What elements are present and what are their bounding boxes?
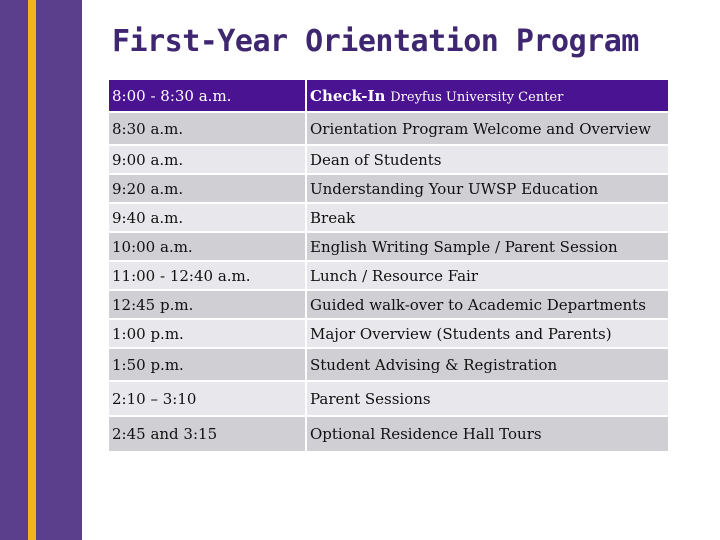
table-row <box>108 112 669 145</box>
table-row <box>108 232 669 261</box>
row-event: Optional Residence Hall Tours <box>306 416 669 452</box>
left-accent-bar-gold <box>28 0 36 540</box>
row-event: Major Overview (Students and Parents) <box>306 319 669 348</box>
row-time: 1:50 p.m. <box>108 348 306 381</box>
table-row <box>108 416 669 452</box>
row-time: 1:00 p.m. <box>108 319 306 348</box>
row-event: English Writing Sample / Parent Session <box>306 232 669 261</box>
header-event-location: Dreyfus University Center <box>390 89 564 105</box>
table-row <box>108 203 669 232</box>
table-row <box>108 348 669 381</box>
table-row <box>108 290 669 319</box>
schedule-table <box>107 78 670 453</box>
table-row <box>108 174 669 203</box>
row-event: Orientation Program Welcome and Overview <box>306 112 669 145</box>
row-event: Lunch / Resource Fair <box>306 261 669 290</box>
row-event: Dean of Students <box>306 145 669 174</box>
row-time: 2:10 – 3:10 <box>108 381 306 416</box>
page-title: First-Year Orientation Program <box>112 24 639 59</box>
header-time: 8:00 - 8:30 a.m. <box>108 79 306 112</box>
row-event: Student Advising & Registration <box>306 348 669 381</box>
table-row <box>108 261 669 290</box>
left-accent-bar-purple-inner <box>36 0 82 540</box>
row-event: Parent Sessions <box>306 381 669 416</box>
table-row <box>108 145 669 174</box>
row-time: 12:45 p.m. <box>108 290 306 319</box>
table-row <box>108 381 669 416</box>
row-time: 9:20 a.m. <box>108 174 306 203</box>
left-accent-bar-purple <box>0 0 28 540</box>
row-time: 2:45 and 3:15 <box>108 416 306 452</box>
row-time: 9:00 a.m. <box>108 145 306 174</box>
row-event: Understanding Your UWSP Education <box>306 174 669 203</box>
row-event: Break <box>306 203 669 232</box>
row-time: 9:40 a.m. <box>108 203 306 232</box>
row-time: 11:00 - 12:40 a.m. <box>108 261 306 290</box>
row-event: Guided walk-over to Academic Departments <box>306 290 669 319</box>
table-row <box>108 319 669 348</box>
row-time: 10:00 a.m. <box>108 232 306 261</box>
row-time: 8:30 a.m. <box>108 112 306 145</box>
header-event-bold: Check-In <box>310 86 386 105</box>
header-event <box>306 79 669 112</box>
schedule-header-row <box>108 79 669 112</box>
